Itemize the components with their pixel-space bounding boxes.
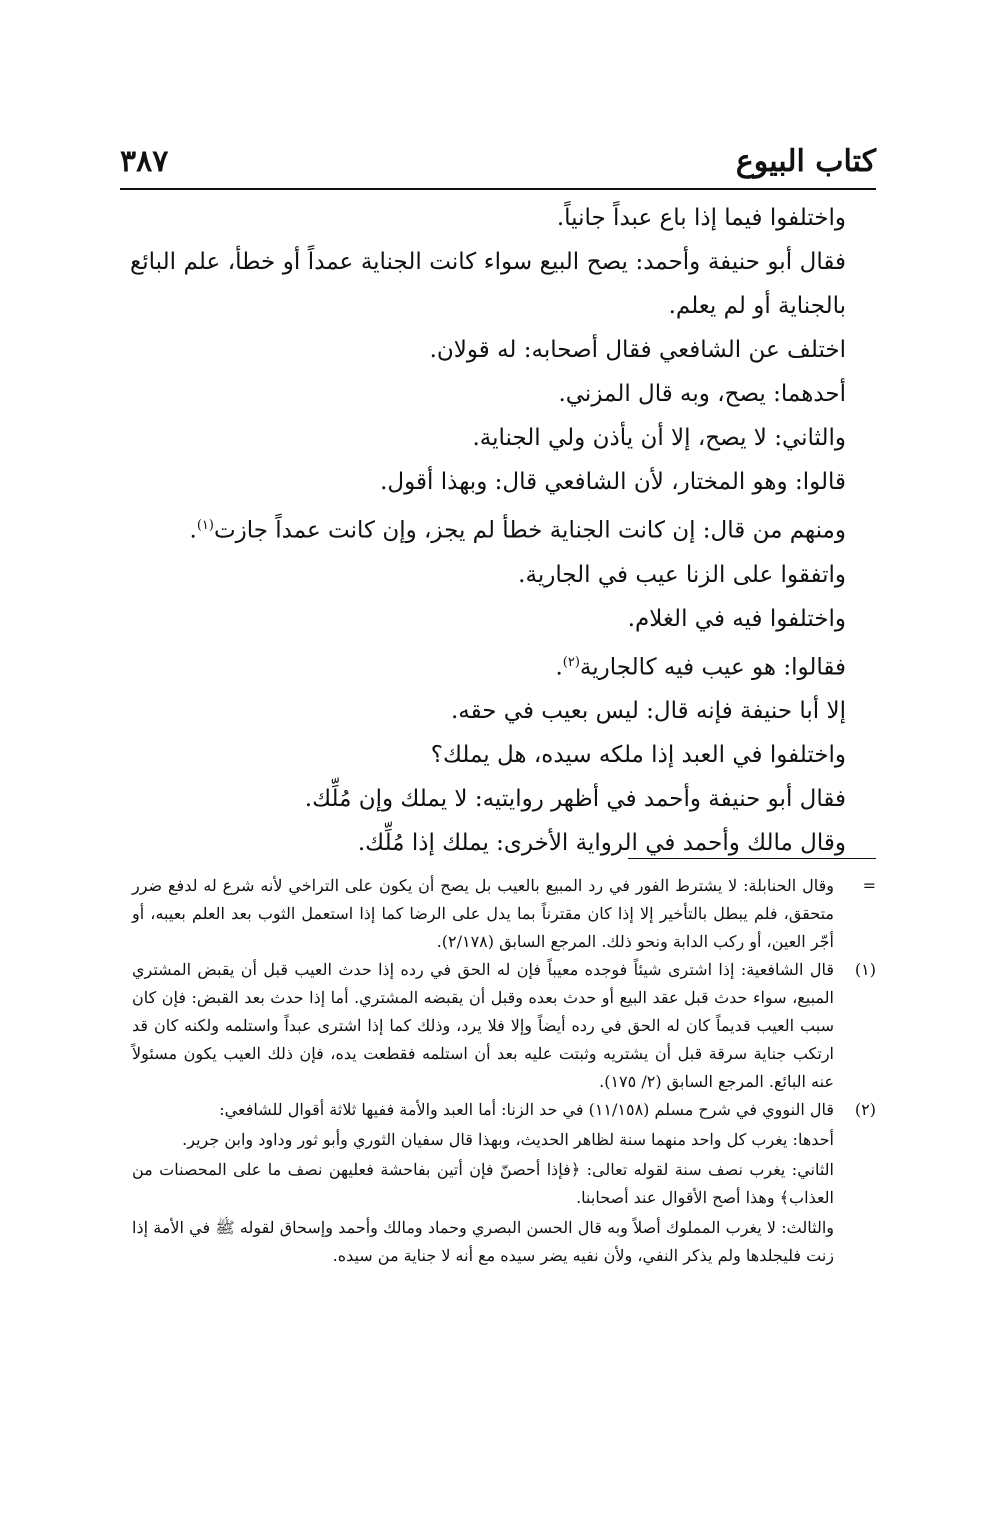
paragraph: أحدهما: يصح، وبه قال المزني. [558,381,846,407]
footnote-text: قال الشافعية: إذا اشترى شيئاً فوجده معيباً فإن له الحق في رده إذا حدث العيب قبل أن يقبض المشتري المبيع، سواء حدث قبل عقد البيع أو حدث بعده وقبل أن يقبضه المشتري. أما إذا حدث بعد القبض: فإن كان سبب العيب قديماً كان له الحق في رده أيضاً وإلا فلا يرد، وذلك كما إذا اشترى عبداً واستلمه ولكنه كان قد ارتكب جناية سرقة قبل أن يشتريه وثبتت عليه بعد أن استلمه فقطعت يده، فإن ذلك العيب يكون مسئولاً عنه البائع. المرجع السابق (٢/ ١٧٥). [132,960,835,1091]
footnote-continued [132,872,876,956]
paragraph: فقال أبو حنيفة وأحمد: يصح البيع سواء كانت الجناية عمداً أو خطأ، علم البائع بالجناية أو لم يعلم. [130,249,846,319]
paragraph: واتفقوا على الزنا عيب في الجارية. [518,561,846,588]
paragraph-text: ومنهم من قال: إن كانت الجناية خطأ لم يجز، وإن كانت عمداً جازت [213,517,846,544]
page-number: ٣٨٧ [120,144,169,179]
footnote-text: الثاني: يغرب نصف سنة لقوله تعالى: ﴿فإذا أحصنّ فإن أتين بفاحشة فعليهن نصف ما على المحصنات من العذاب﴾ وهذا أصح الأقوال عند أصحابنا. [132,1160,834,1207]
footnotes [132,872,876,1270]
paragraph-text: فقالوا: هو عيب فيه كالجارية [579,654,846,681]
paragraph: فقال أبو حنيفة وأحمد في أظهر روايتيه: لا يملك وإن مُلِّك. [304,786,846,813]
footnote-number: (٢) [854,1100,876,1119]
footnote-text: قال النووي في شرح مسلم (١١/١٥٨) في حد الزنا: أما العبد والأمة ففيها ثلاثة أقوال للشافعي: [219,1100,834,1119]
paragraph: واختلفوا فيما إذا باع عبداً جانياً. [556,205,846,231]
footnote-ref-1: (١) [196,518,214,533]
period: . [189,517,197,544]
footnote-2 [132,1096,876,1270]
paragraph: قالوا: وهو المختار، لأن الشافعي قال: وبهذا أقول. [380,469,846,495]
footnote-text: والثالث: لا يغرب المملوك أصلاً وبه قال الحسن البصري وحماد ومالك وأحمد وإسحاق لقوله ﷺ في الأمة إذا زنت فليجلدها ولم يذكر النفي، ولأن نفيه يضر سيده مع أنه لا جناية من سيده. [132,1218,834,1265]
footnote-ref-2: (٢) [562,654,580,670]
main-text [130,196,876,865]
footnote-text: وقال الحنابلة: لا يشترط الفور في رد المبيع بالعيب بل يصح أن يكون على التراخي لأنه شرع له لدفع ضرر متحقق، فلم يبطل بالتأخير إلا إذا كان مقترناً بما يدل على الرضا كما إذا استعمل الثوب بعد العلم بعيبه، أو أجّر العين، أو ركب الدابة ونحو ذلك. المرجع السابق (٢/١٧٨). [132,876,834,951]
period: . [555,654,563,681]
chapter-title: كتاب البيوع [735,144,876,179]
paragraph: واختلفوا فيه في الغلام. [627,605,846,632]
continuation-mark: = [862,876,876,895]
paragraph: إلا أبا حنيفة فإنه قال: ليس بعيب في حقه. [450,698,846,725]
paragraph [130,641,876,690]
footnote-separator [628,858,876,859]
paragraph: اختلف عن الشافعي فقال أصحابه: له قولان. [429,337,846,363]
footnote-number: (١) [854,960,876,979]
paragraph: واختلفوا في العبد إذا ملكه سيده، هل يملك؟ [430,742,846,769]
footnote-1 [132,956,876,1096]
paragraph: والثاني: لا يصح، إلا أن يأذن ولي الجناية. [472,425,846,451]
paragraph [130,504,876,553]
paragraph: وقال مالك وأحمد في الرواية الأخرى: يملك إذا مُلِّك. [357,830,846,857]
footnote-text: أحدها: يغرب كل واحد منهما سنة لظاهر الحديث، وبهذا قال سفيان الثوري وأبو ثور وداود وابن جرير. [182,1130,834,1149]
running-header [120,140,876,190]
